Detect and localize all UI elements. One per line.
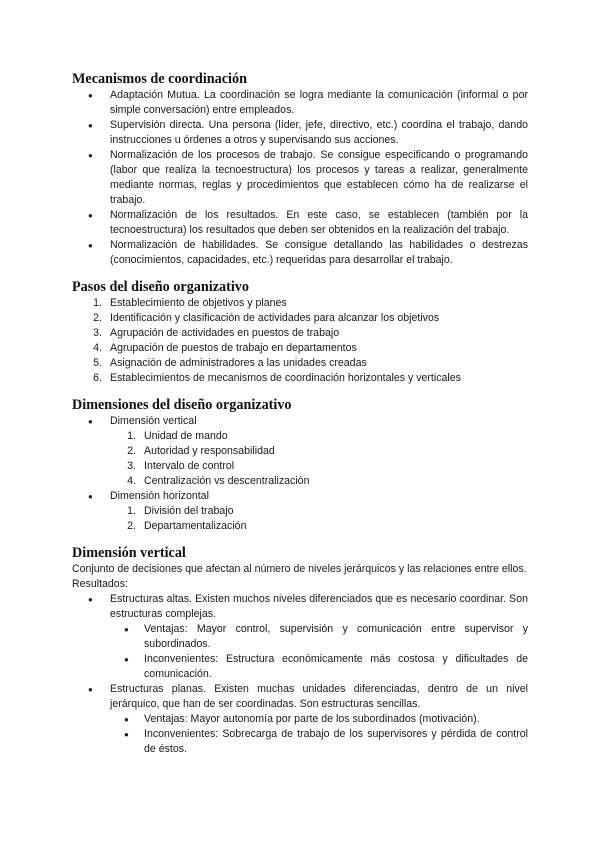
list-item: ● Normalización de los resultados. En este caso, se establecen (también por la tecnoestructura) los resultados que deben ser obtenidos en la realización del trabajo. xyxy=(72,208,528,238)
list-item: 4. Centralización vs descentralización xyxy=(127,475,310,487)
section-title: Dimensiones del diseño organizativo xyxy=(72,397,292,413)
list-item: ● Estructuras planas. Existen muchas unidades diferenciadas, dentro de un nivel jerárquico, que han de ser coordinadas. Son estructuras sencillas. xyxy=(72,682,528,712)
list-item: ● Normalización de habilidades. Se consigue detallando las habilidades o destrezas (conocimientos, capacidades, etc.) requeridas para desarrollar el trabajo. xyxy=(72,238,528,268)
list-item: 6. Establecimientos de mecanismos de coordinación horizontales y verticales xyxy=(93,372,461,384)
list-item: 1. División del trabajo xyxy=(127,505,234,517)
bullet-list xyxy=(72,88,528,268)
list-item: ● Ventajas: Mayor control, supervisión y comunicación entre supervisor y subordinados. xyxy=(72,622,528,652)
list-item: 2. Identificación y clasificación de actividades para alcanzar los objetivos xyxy=(93,312,440,324)
section-pasos xyxy=(72,278,528,386)
bullet-list xyxy=(72,592,528,622)
list-item: ● Ventajas: Mayor autonomía por parte de los subordinados (motivación). xyxy=(72,712,528,727)
resultados-label: Resultados: xyxy=(72,578,128,590)
section-dimension-vertical xyxy=(72,544,528,757)
list-item: ● Inconvenientes: Estructura económicamente más costosa y dificultades de comunicación. xyxy=(72,652,528,682)
list-item: 2. Departamentalización xyxy=(127,520,247,532)
numbered-list xyxy=(72,296,528,386)
document-page xyxy=(72,70,528,767)
bullet-sublist xyxy=(72,712,528,757)
section-title: Pasos del diseño organizativo xyxy=(72,279,249,295)
bullet-list xyxy=(72,414,528,429)
list-item: ● Supervisión directa. Una persona (líder, jefe, directivo, etc.) coordina el trabajo, dando instrucciones u órdenes a otros y supervisando sus acciones. xyxy=(72,118,528,148)
list-item: 3. Agrupación de actividades en puestos de trabajo xyxy=(93,327,340,339)
numbered-sublist xyxy=(72,504,528,534)
list-item: 2. Autoridad y responsabilidad xyxy=(127,445,275,457)
list-item: ● Inconvenientes: Sobrecarga de trabajo de los supervisores y pérdida de control de éstos. xyxy=(72,727,528,757)
section-dimensiones xyxy=(72,396,528,534)
bullet-list xyxy=(72,682,528,712)
list-item: ● Dimensión horizontal xyxy=(72,489,528,504)
list-item: 1. Establecimiento de objetivos y planes xyxy=(93,297,287,309)
bullet-list xyxy=(72,489,528,504)
list-item: 1. Unidad de mando xyxy=(127,430,228,442)
list-item: 3. Intervalo de control xyxy=(127,460,235,472)
paragraph-intro: Conjunto de decisiones que afectan al número de niveles jerárquicos y las relaciones entre ellos. xyxy=(72,563,527,575)
section-title: Mecanismos de coordinación xyxy=(72,71,247,87)
list-item: ● Estructuras altas. Existen muchos niveles diferenciados que es necesario coordinar. Son estructuras complejas. xyxy=(72,592,528,622)
bullet-sublist xyxy=(72,622,528,682)
list-item: ● Normalización de los procesos de trabajo. Se consigue especificando o programando (labor que realiza la tecnoestructura) los procesos y tareas a realizar, generalmente mediante normas, reglas y procedimientos que establecen cómo ha de realizarse el trabajo. xyxy=(72,148,528,208)
list-item: 5. Asignación de administradores a las unidades creadas xyxy=(93,357,367,369)
section-mecanismos xyxy=(72,70,528,268)
numbered-sublist xyxy=(72,429,528,489)
list-item: ● Adaptación Mutua. La coordinación se logra mediante la comunicación (informal o por simple conversación) entre empleados. xyxy=(72,88,528,118)
list-item: 4. Agrupación de puestos de trabajo en departamentos xyxy=(93,342,357,354)
section-title: Dimensión vertical xyxy=(72,545,186,561)
list-item: ● Dimensión vertical xyxy=(72,414,528,429)
